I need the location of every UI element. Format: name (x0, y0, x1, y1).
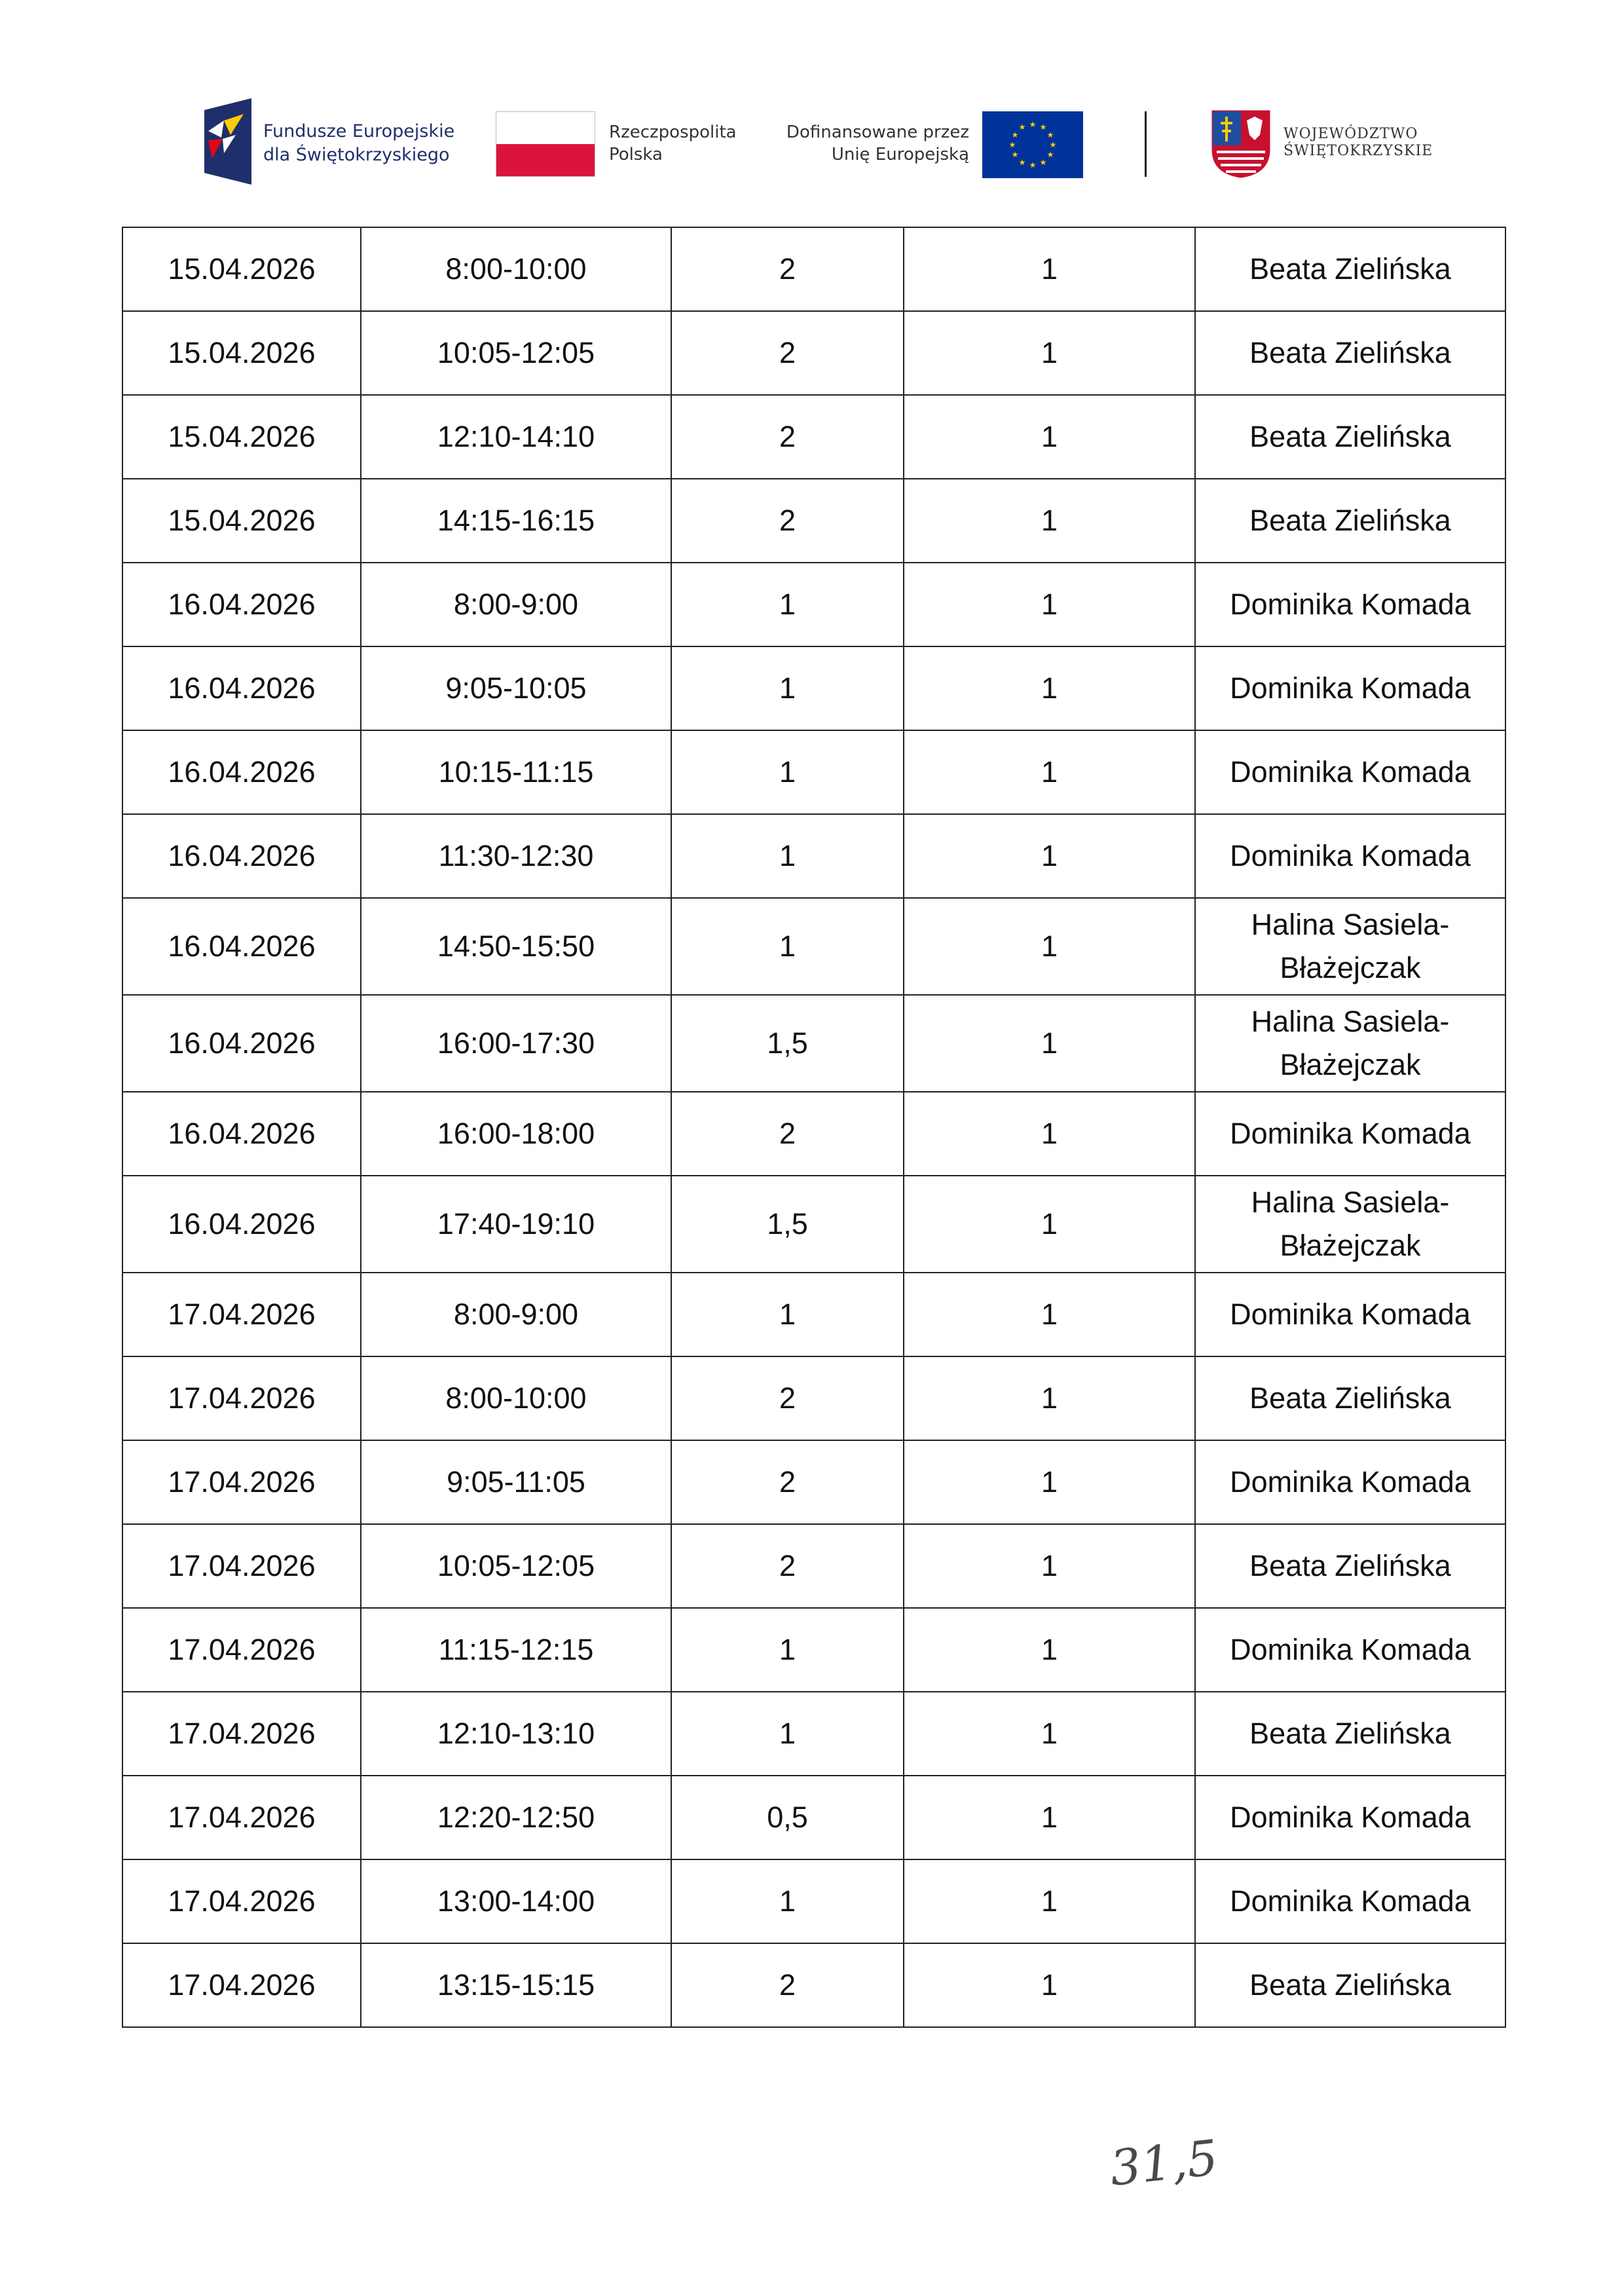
time-cell: 8:00-10:00 (361, 1356, 671, 1440)
eu-text-line1: Dofinansowane przez (786, 122, 969, 142)
date-cell: 15.04.2026 (122, 311, 361, 395)
trainer-cell: Beata Zielińska (1195, 1356, 1505, 1440)
table-row (122, 479, 1505, 563)
table-row (122, 395, 1505, 479)
trainer-cell: Dominika Komada (1195, 814, 1505, 898)
group-cell: 1 (904, 814, 1195, 898)
time-cell: 12:10-14:10 (361, 395, 671, 479)
svg-text:★: ★ (1018, 122, 1026, 132)
trainer-cell: Beata Zielińska (1195, 311, 1505, 395)
date-cell: 16.04.2026 (122, 646, 361, 730)
date-cell: 17.04.2026 (122, 1692, 361, 1776)
svg-text:★: ★ (1029, 160, 1037, 170)
date-cell: 16.04.2026 (122, 1176, 361, 1273)
table-row (122, 898, 1505, 995)
svg-text:★: ★ (1039, 122, 1047, 132)
group-cell: 1 (904, 898, 1195, 995)
woj-text (1283, 126, 1433, 160)
trainer-cell: Dominika Komada (1195, 563, 1505, 646)
table-row (122, 311, 1505, 395)
table-row (122, 1440, 1505, 1524)
fe-logo-icon (204, 98, 251, 185)
hours-cell: 1 (671, 646, 904, 730)
pl-text-line1: Rzeczpospolita (609, 122, 737, 142)
table-row (122, 1092, 1505, 1176)
group-cell: 1 (904, 1092, 1195, 1176)
trainer-cell: Halina Sasiela-Błażejczak (1195, 1176, 1505, 1273)
logo-separator (1145, 111, 1147, 177)
table-row (122, 1524, 1505, 1608)
date-cell: 15.04.2026 (122, 227, 361, 311)
table-row (122, 730, 1505, 814)
table-row (122, 1356, 1505, 1440)
trainer-cell: Dominika Komada (1195, 1273, 1505, 1356)
date-cell: 17.04.2026 (122, 1859, 361, 1943)
trainer-cell: Beata Zielińska (1195, 1943, 1505, 2027)
hours-cell: 1 (671, 1273, 904, 1356)
hours-cell: 1 (671, 730, 904, 814)
group-cell: 1 (904, 1692, 1195, 1776)
time-cell: 14:15-16:15 (361, 479, 671, 563)
swietokrzyskie-coat-of-arms-icon (1211, 110, 1270, 178)
date-cell: 17.04.2026 (122, 1608, 361, 1692)
date-cell: 17.04.2026 (122, 1356, 361, 1440)
time-cell: 10:05-12:05 (361, 1524, 671, 1608)
time-cell: 11:30-12:30 (361, 814, 671, 898)
trainer-cell: Beata Zielińska (1195, 1692, 1505, 1776)
date-cell: 16.04.2026 (122, 730, 361, 814)
svg-text:★: ★ (1039, 158, 1047, 167)
handwritten-total: 31,5 (1107, 2129, 1221, 2197)
table-row (122, 646, 1505, 730)
eu-text (773, 121, 969, 166)
date-cell: 16.04.2026 (122, 995, 361, 1092)
svg-text:★: ★ (1011, 130, 1019, 140)
fe-text-line1: Fundusze Europejskie (263, 121, 455, 141)
group-cell: 1 (904, 479, 1195, 563)
hours-cell: 1 (671, 1859, 904, 1943)
table-row (122, 814, 1505, 898)
eu-flag-icon (982, 111, 1083, 178)
table-row (122, 1692, 1505, 1776)
logo-bar (0, 0, 1624, 196)
hours-cell: 2 (671, 1524, 904, 1608)
date-cell: 17.04.2026 (122, 1776, 361, 1859)
hours-cell: 1,5 (671, 995, 904, 1092)
time-cell: 13:15-15:15 (361, 1943, 671, 2027)
hours-cell: 1 (671, 814, 904, 898)
group-cell: 1 (904, 1776, 1195, 1859)
schedule-body (122, 227, 1505, 2027)
hours-cell: 2 (671, 311, 904, 395)
group-cell: 1 (904, 1859, 1195, 1943)
date-cell: 15.04.2026 (122, 479, 361, 563)
group-cell: 1 (904, 395, 1195, 479)
group-cell: 1 (904, 1440, 1195, 1524)
polish-flag-icon (496, 111, 595, 177)
woj-text-line1: WOJEWÓDZTWO (1283, 126, 1418, 142)
time-cell: 16:00-17:30 (361, 995, 671, 1092)
hours-cell: 1 (671, 563, 904, 646)
time-cell: 10:15-11:15 (361, 730, 671, 814)
date-cell: 17.04.2026 (122, 1524, 361, 1608)
trainer-cell: Dominika Komada (1195, 730, 1505, 814)
date-cell: 17.04.2026 (122, 1440, 361, 1524)
pl-text-line2: Polska (609, 145, 663, 164)
date-cell: 17.04.2026 (122, 1273, 361, 1356)
time-cell: 17:40-19:10 (361, 1176, 671, 1273)
table-row (122, 995, 1505, 1092)
trainer-cell: Beata Zielińska (1195, 1524, 1505, 1608)
group-cell: 1 (904, 1524, 1195, 1608)
group-cell: 1 (904, 1176, 1195, 1273)
trainer-cell: Dominika Komada (1195, 1859, 1505, 1943)
date-cell: 16.04.2026 (122, 563, 361, 646)
table-row (122, 563, 1505, 646)
date-cell: 16.04.2026 (122, 898, 361, 995)
trainer-cell: Dominika Komada (1195, 1608, 1505, 1692)
trainer-cell: Dominika Komada (1195, 1092, 1505, 1176)
trainer-cell: Halina Sasiela-Błażejczak (1195, 995, 1505, 1092)
eu-text-line2: Unię Europejską (831, 145, 969, 164)
woj-text-line2: ŚWIĘTOKRZYSKIE (1283, 143, 1433, 159)
trainer-cell: Halina Sasiela-Błażejczak (1195, 898, 1505, 995)
group-cell: 1 (904, 646, 1195, 730)
hours-cell: 1 (671, 898, 904, 995)
trainer-cell: Beata Zielińska (1195, 479, 1505, 563)
date-cell: 16.04.2026 (122, 1092, 361, 1176)
time-cell: 8:00-9:00 (361, 563, 671, 646)
group-cell: 1 (904, 995, 1195, 1092)
svg-text:★: ★ (1011, 150, 1019, 159)
group-cell: 1 (904, 1273, 1195, 1356)
trainer-cell: Dominika Komada (1195, 1440, 1505, 1524)
trainer-cell: Beata Zielińska (1195, 395, 1505, 479)
schedule-table (122, 227, 1506, 2028)
hours-cell: 2 (671, 479, 904, 563)
hours-cell: 2 (671, 1092, 904, 1176)
time-cell: 13:00-14:00 (361, 1859, 671, 1943)
time-cell: 12:10-13:10 (361, 1692, 671, 1776)
date-cell: 16.04.2026 (122, 814, 361, 898)
fe-text-line2: dla Świętokrzyskiego (263, 145, 450, 165)
pl-text (609, 121, 737, 166)
fe-logo-text (263, 120, 454, 167)
svg-text:★: ★ (1046, 130, 1054, 140)
hours-cell: 1 (671, 1692, 904, 1776)
group-cell: 1 (904, 311, 1195, 395)
table-row (122, 1273, 1505, 1356)
group-cell: 1 (904, 1943, 1195, 2027)
date-cell: 15.04.2026 (122, 395, 361, 479)
group-cell: 1 (904, 730, 1195, 814)
svg-text:★: ★ (1049, 140, 1057, 149)
trainer-cell: Dominika Komada (1195, 1776, 1505, 1859)
time-cell: 10:05-12:05 (361, 311, 671, 395)
table-row (122, 1176, 1505, 1273)
time-cell: 9:05-11:05 (361, 1440, 671, 1524)
hours-cell: 2 (671, 1943, 904, 2027)
table-row (122, 1776, 1505, 1859)
trainer-cell: Beata Zielińska (1195, 227, 1505, 311)
time-cell: 14:50-15:50 (361, 898, 671, 995)
hours-cell: 2 (671, 227, 904, 311)
trainer-cell: Dominika Komada (1195, 646, 1505, 730)
time-cell: 9:05-10:05 (361, 646, 671, 730)
group-cell: 1 (904, 563, 1195, 646)
hours-cell: 2 (671, 395, 904, 479)
time-cell: 8:00-9:00 (361, 1273, 671, 1356)
svg-text:★: ★ (1018, 158, 1026, 167)
group-cell: 1 (904, 1356, 1195, 1440)
hours-cell: 0,5 (671, 1776, 904, 1859)
time-cell: 11:15-12:15 (361, 1608, 671, 1692)
table-row (122, 1608, 1505, 1692)
table-row (122, 1859, 1505, 1943)
svg-text:★: ★ (1046, 150, 1054, 159)
time-cell: 8:00-10:00 (361, 227, 671, 311)
group-cell: 1 (904, 227, 1195, 311)
svg-text:★: ★ (1029, 120, 1037, 129)
table-row (122, 1943, 1505, 2027)
svg-text:★: ★ (1008, 140, 1016, 149)
time-cell: 12:20-12:50 (361, 1776, 671, 1859)
time-cell: 16:00-18:00 (361, 1092, 671, 1176)
table-row (122, 227, 1505, 311)
hours-cell: 2 (671, 1356, 904, 1440)
hours-cell: 2 (671, 1440, 904, 1524)
hours-cell: 1,5 (671, 1176, 904, 1273)
hours-cell: 1 (671, 1608, 904, 1692)
group-cell: 1 (904, 1608, 1195, 1692)
date-cell: 17.04.2026 (122, 1943, 361, 2027)
